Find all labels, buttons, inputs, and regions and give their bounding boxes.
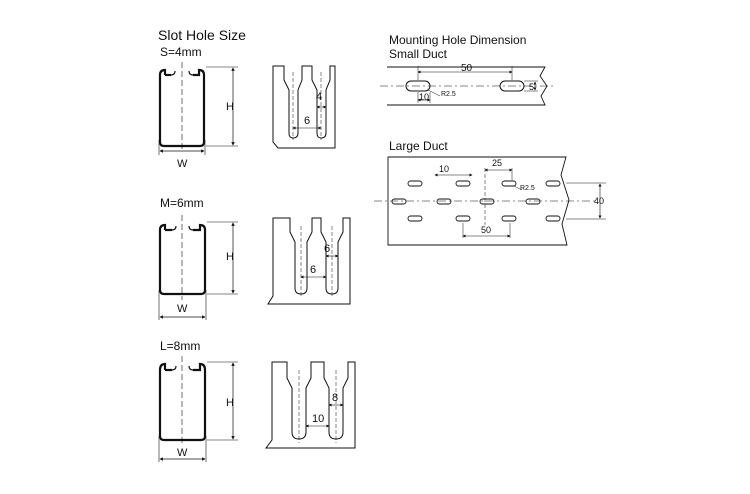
small-mount-height: 5 (529, 82, 535, 92)
small-slot-width: 4 (316, 91, 323, 103)
small-slot-pitch: 6 (304, 115, 311, 127)
slot-hole-size-title: Slot Hole Size (158, 27, 246, 43)
small-h-dim: H (226, 101, 234, 113)
medium-slot-pitch: 6 (310, 264, 317, 276)
large-slot-pitch: 10 (312, 413, 325, 425)
large-mount-radius: R2.5 (520, 185, 535, 192)
small-mount-spacing: 50 (461, 63, 473, 74)
large-mount-pitch: 10 (439, 164, 450, 174)
medium-w-dim: W (177, 303, 188, 315)
small-slot-pattern (273, 66, 335, 148)
medium-h-dim: H (226, 251, 234, 263)
medium-slot-width: 6 (324, 243, 331, 255)
large-duct-profile (159, 356, 238, 462)
medium-slot-pattern (268, 218, 350, 304)
large-mount-spacing: 50 (481, 225, 492, 235)
large-w-dim: W (177, 447, 188, 459)
large-mount-offset: 25 (492, 158, 503, 168)
medium-duct-profile (159, 215, 238, 320)
large-slot-width: 8 (332, 392, 339, 404)
small-duct-label: Small Duct (389, 47, 448, 61)
small-mount-length: 10 (419, 92, 430, 102)
medium-slot-label: M=6mm (160, 196, 204, 210)
small-mount-radius: R2.5 (441, 91, 456, 98)
large-duct-label: Large Duct (389, 139, 448, 153)
large-mount-height: 40 (594, 196, 605, 206)
large-slot-pattern (266, 362, 355, 448)
small-w-dim: W (177, 158, 188, 170)
mounting-hole-title: Mounting Hole Dimension (389, 33, 527, 47)
large-slot-label: L=8mm (160, 339, 201, 353)
small-slot-label: S=4mm (160, 45, 202, 59)
large-h-dim: H (226, 397, 234, 409)
